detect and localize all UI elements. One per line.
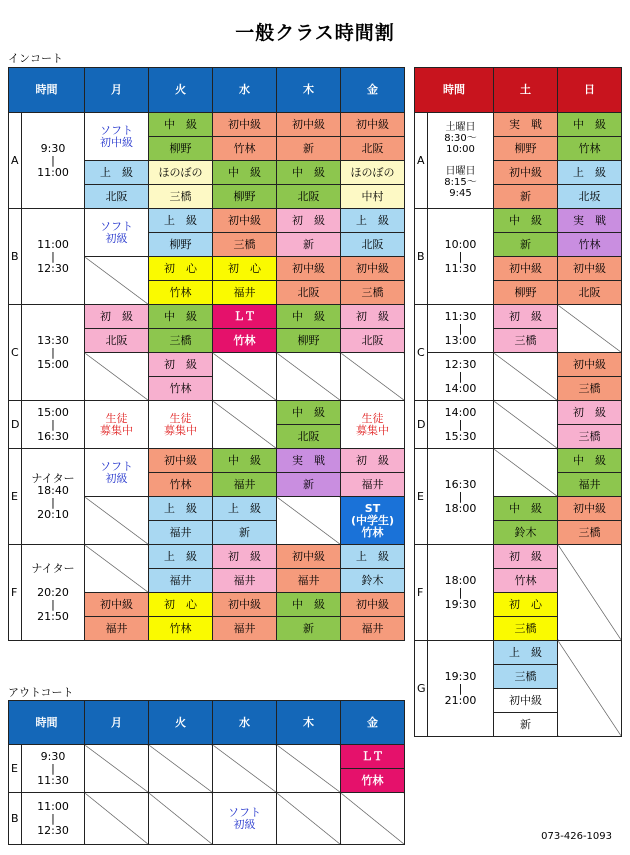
class-level: 中 級 — [213, 449, 277, 473]
class-level: 初 心 — [213, 257, 277, 281]
class-teacher: 竹林 — [149, 377, 213, 401]
class-level: 初中級 — [277, 545, 341, 569]
period-g: G — [415, 641, 428, 737]
time-a: 土曜日 8:30～ 10:00 日曜日 8:15～ 9:45 — [428, 113, 494, 209]
class-teacher: 福井 — [341, 473, 405, 497]
header-mon: 月 — [85, 68, 149, 113]
time-d: 14:00 | 15:30 — [428, 401, 494, 449]
empty-slot — [277, 793, 341, 845]
class-level: 初中級 — [494, 257, 558, 281]
class-teacher: 福井 — [85, 617, 149, 641]
class-level: 初 級 — [149, 353, 213, 377]
header-wed: 水 — [213, 701, 277, 745]
class-teacher: 新 — [494, 185, 558, 209]
class-level: 中 級 — [558, 113, 622, 137]
header-fri: 金 — [341, 68, 405, 113]
class-teacher: 新 — [213, 521, 277, 545]
empty-slot — [149, 793, 213, 845]
class-level: 初中級 — [341, 593, 405, 617]
class-level: 実 戦 — [494, 113, 558, 137]
class-teacher: 福井 — [149, 521, 213, 545]
class-level: 初中級 — [494, 161, 558, 185]
header-thu: 木 — [277, 701, 341, 745]
class-teacher: 竹林 — [341, 769, 405, 793]
time-e: 16:30 | 18:00 — [428, 449, 494, 545]
class-level: 初中級 — [277, 113, 341, 137]
class-level: 初 級 — [494, 545, 558, 569]
empty-slot — [558, 641, 622, 737]
indoor-weekend-table — [414, 67, 622, 737]
period-d: D — [9, 401, 22, 449]
class-level: 初 級 — [558, 401, 622, 425]
class-level: 初 級 — [85, 305, 149, 329]
empty-slot — [277, 745, 341, 793]
empty-slot — [494, 401, 558, 449]
class-level: ほのぼの — [149, 161, 213, 185]
time-b: 11:00 | 12:30 — [22, 209, 85, 305]
class-teacher: 北阪 — [85, 329, 149, 353]
class-teacher: 北坂 — [558, 185, 622, 209]
class-teacher: 北阪 — [277, 185, 341, 209]
empty-slot — [213, 401, 277, 449]
header-mon: 月 — [85, 701, 149, 745]
empty-slot — [277, 497, 341, 545]
time-c: 13:30 | 15:00 — [22, 305, 85, 401]
header-tue: 火 — [149, 68, 213, 113]
class-cell: ソフト 初級 — [213, 793, 277, 845]
class-cell: ソフト 初級 — [85, 449, 149, 497]
time-c1: 11:30 | 13:00 — [428, 305, 494, 353]
class-level: 初中級 — [558, 257, 622, 281]
header-sun: 日 — [558, 68, 622, 113]
class-teacher: 竹林 — [494, 569, 558, 593]
class-level: 初 級 — [341, 305, 405, 329]
class-teacher: 柳野 — [149, 233, 213, 257]
time-b: 10:00 | 11:30 — [428, 209, 494, 305]
class-teacher: 北阪 — [341, 137, 405, 161]
class-level: 上 級 — [494, 641, 558, 665]
empty-slot — [149, 745, 213, 793]
class-level: 初中級 — [558, 353, 622, 377]
class-teacher: 竹林 — [149, 281, 213, 305]
period-c: C — [9, 305, 22, 401]
class-level: 初 級 — [277, 209, 341, 233]
empty-slot — [494, 353, 558, 401]
class-level: 初 心 — [149, 257, 213, 281]
indoor-weekday-table — [8, 67, 405, 641]
class-level: 上 級 — [341, 545, 405, 569]
empty-slot — [494, 449, 558, 497]
class-level: ほのぼの — [341, 161, 405, 185]
class-teacher: 竹林 — [149, 473, 213, 497]
period-a: A — [9, 113, 22, 209]
class-level: 中 級 — [494, 497, 558, 521]
class-teacher: 福井 — [341, 617, 405, 641]
class-level: 初 級 — [213, 545, 277, 569]
class-teacher: 新 — [494, 233, 558, 257]
indoor-label: インコート — [8, 52, 63, 65]
class-teacher: 新 — [277, 617, 341, 641]
outdoor-label: アウトコート — [8, 686, 74, 699]
class-teacher: 福井 — [213, 281, 277, 305]
class-teacher: 中村 — [341, 185, 405, 209]
period-c: C — [415, 305, 428, 401]
class-teacher: 三橋 — [494, 665, 558, 689]
empty-slot — [85, 793, 149, 845]
class-teacher: 竹林 — [213, 137, 277, 161]
class-teacher: 福井 — [213, 617, 277, 641]
class-teacher: 北阪 — [558, 281, 622, 305]
class-teacher: 三橋 — [558, 521, 622, 545]
recruiting-label: 生徒 募集中 — [341, 401, 405, 449]
empty-slot — [85, 257, 149, 305]
class-level: ＬＴ — [213, 305, 277, 329]
class-level: 初 級 — [494, 305, 558, 329]
class-cell: ST (中学生) 竹林 — [341, 497, 405, 545]
time-g: 19:30 | 21:00 — [428, 641, 494, 737]
empty-slot — [85, 353, 149, 401]
class-teacher: 鈴木 — [494, 521, 558, 545]
period-b: B — [9, 209, 22, 305]
class-level: 上 級 — [149, 545, 213, 569]
class-teacher: 北阪 — [341, 233, 405, 257]
class-level: 初中級 — [341, 257, 405, 281]
period-e: E — [415, 449, 428, 545]
class-teacher: 竹林 — [213, 329, 277, 353]
period-b: B — [415, 209, 428, 305]
class-level: 実 戦 — [277, 449, 341, 473]
class-level: 中 級 — [149, 305, 213, 329]
period-e: E — [9, 449, 22, 545]
header-thu: 木 — [277, 68, 341, 113]
class-level: 初 心 — [494, 593, 558, 617]
empty-slot — [213, 353, 277, 401]
time-e: ナイター 18:40 | 20:10 — [22, 449, 85, 545]
class-level: 上 級 — [213, 497, 277, 521]
class-teacher: 北阪 — [85, 185, 149, 209]
class-cell: ソフト 初級 — [85, 209, 149, 257]
class-level: 初中級 — [149, 449, 213, 473]
class-teacher: 福井 — [558, 473, 622, 497]
class-teacher: 北阪 — [277, 425, 341, 449]
time-d: 15:00 | 16:30 — [22, 401, 85, 449]
class-teacher: 福井 — [277, 569, 341, 593]
empty-slot — [213, 745, 277, 793]
class-level: 中 級 — [277, 305, 341, 329]
empty-slot — [341, 793, 405, 845]
period-e: E — [9, 745, 22, 793]
class-teacher: 竹林 — [558, 137, 622, 161]
class-level: 上 級 — [149, 497, 213, 521]
class-level: 初中級 — [277, 257, 341, 281]
class-teacher: 新 — [277, 137, 341, 161]
class-level: 初中級 — [213, 593, 277, 617]
class-teacher: 三橋 — [494, 617, 558, 641]
time-f: ナイター 20:20 | 21:50 — [22, 545, 85, 641]
class-teacher: 竹林 — [558, 233, 622, 257]
class-teacher: 柳野 — [149, 137, 213, 161]
class-level: 初中級 — [85, 593, 149, 617]
header-sat: 土 — [494, 68, 558, 113]
period-f: F — [415, 545, 428, 641]
outdoor-table — [8, 700, 405, 845]
time-b: 11:00 | 12:30 — [22, 793, 85, 845]
class-level: 上 級 — [341, 209, 405, 233]
time-a: 9:30 | 11:00 — [22, 113, 85, 209]
class-level: 中 級 — [213, 161, 277, 185]
class-teacher: 北阪 — [277, 281, 341, 305]
period-d: D — [415, 401, 428, 449]
class-teacher: 北阪 — [341, 329, 405, 353]
class-level: ＬＴ — [341, 745, 405, 769]
class-level: 上 級 — [558, 161, 622, 185]
class-level: 上 級 — [149, 209, 213, 233]
time-c2: 12:30 | 14:00 — [428, 353, 494, 401]
header-time: 時間 — [415, 68, 494, 113]
class-teacher: 三橋 — [149, 185, 213, 209]
empty-slot — [341, 353, 405, 401]
period-a: A — [415, 113, 428, 209]
empty-slot — [85, 745, 149, 793]
class-teacher: 三橋 — [494, 329, 558, 353]
class-level: 上 級 — [85, 161, 149, 185]
class-teacher: 柳野 — [213, 185, 277, 209]
class-teacher: 新 — [494, 713, 558, 737]
empty-slot — [277, 353, 341, 401]
class-teacher: 新 — [277, 473, 341, 497]
class-teacher: 柳野 — [494, 281, 558, 305]
class-level: 中 級 — [277, 593, 341, 617]
class-level: 初中級 — [341, 113, 405, 137]
phone-number: 073-426-1093 — [541, 831, 612, 842]
header-fri: 金 — [341, 701, 405, 745]
header-tue: 火 — [149, 701, 213, 745]
class-teacher: 新 — [277, 233, 341, 257]
recruiting-label: 生徒 募集中 — [85, 401, 149, 449]
class-cell: ソフト 初中級 — [85, 113, 149, 161]
class-teacher: 柳野 — [277, 329, 341, 353]
class-teacher: 三橋 — [341, 281, 405, 305]
class-teacher: 福井 — [213, 473, 277, 497]
class-teacher: 三橋 — [558, 425, 622, 449]
period-f: F — [9, 545, 22, 641]
empty-slot — [85, 545, 149, 593]
header-time: 時間 — [9, 701, 85, 745]
class-level: 初中級 — [494, 689, 558, 713]
class-teacher: 三橋 — [558, 377, 622, 401]
empty-slot — [85, 497, 149, 545]
empty-slot — [558, 305, 622, 353]
class-level: 中 級 — [277, 401, 341, 425]
class-level: 実 戦 — [558, 209, 622, 233]
class-teacher: 鈴木 — [341, 569, 405, 593]
class-teacher: 福井 — [213, 569, 277, 593]
empty-slot — [558, 545, 622, 641]
class-level: 初中級 — [558, 497, 622, 521]
class-teacher: 柳野 — [494, 137, 558, 161]
class-teacher: 三橋 — [149, 329, 213, 353]
class-level: 初中級 — [213, 113, 277, 137]
class-teacher: 三橋 — [213, 233, 277, 257]
page-title: 一般クラス時間割 — [235, 22, 395, 44]
recruiting-label: 生徒 募集中 — [149, 401, 213, 449]
class-teacher: 福井 — [149, 569, 213, 593]
class-level: 中 級 — [149, 113, 213, 137]
class-level: 初 級 — [341, 449, 405, 473]
class-level: 初中級 — [213, 209, 277, 233]
period-b: B — [9, 793, 22, 845]
time-f: 18:00 | 19:30 — [428, 545, 494, 641]
time-e: 9:30 | 11:30 — [22, 745, 85, 793]
class-level: 中 級 — [558, 449, 622, 473]
class-level: 中 級 — [277, 161, 341, 185]
class-teacher: 竹林 — [149, 617, 213, 641]
header-time: 時間 — [9, 68, 85, 113]
header-wed: 水 — [213, 68, 277, 113]
class-level: 初 心 — [149, 593, 213, 617]
class-level: 中 級 — [494, 209, 558, 233]
